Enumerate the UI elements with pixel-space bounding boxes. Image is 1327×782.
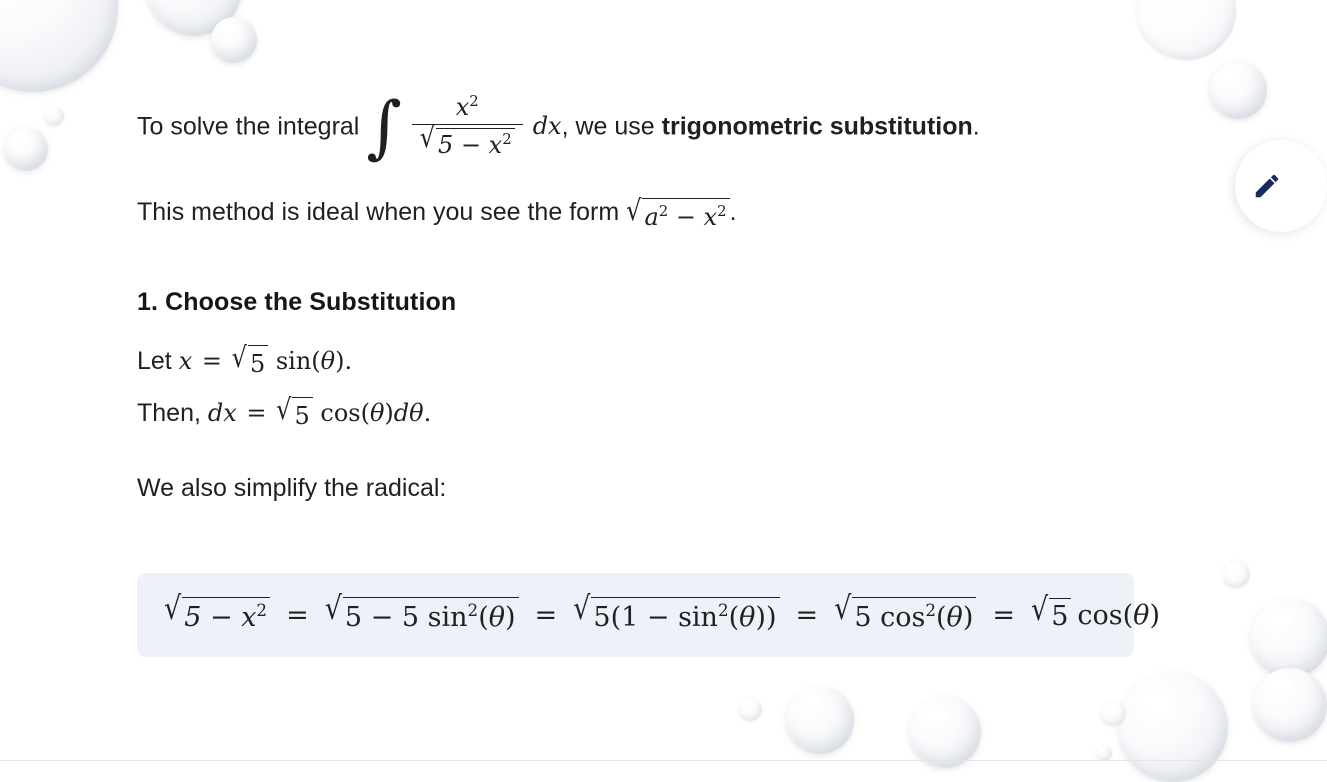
radical-sign: √ (164, 590, 182, 628)
equation-term-1 (164, 590, 270, 633)
radicand: $a^2 - x^2$ (642, 198, 729, 233)
equation-term-4 (834, 590, 976, 633)
pen-tool-button[interactable] (1235, 140, 1327, 232)
denominator-radical (419, 120, 515, 160)
radical-sign: √ (834, 590, 852, 628)
intro-middle: , we use (561, 112, 655, 141)
pen-icon (1252, 171, 1282, 201)
section-heading: 1. Choose the Substitution (137, 288, 457, 316)
method-suffix: . (729, 198, 737, 226)
sqrt5-radical (276, 392, 313, 432)
equals-sign: = (286, 599, 309, 631)
equals-sign: = (534, 599, 558, 631)
let-math: x = √ 5 sin(θ). (179, 347, 352, 375)
radicand: 5 (292, 397, 312, 432)
radical-sign: √ (276, 392, 292, 427)
radical-sign: √ (573, 590, 591, 628)
differential: dx (532, 111, 562, 140)
intro-period: . (972, 112, 980, 141)
integrand-fraction (412, 93, 523, 159)
equation-highlight-box (137, 573, 1160, 657)
radical-sign: √ (231, 340, 247, 375)
equals-sign: = (795, 599, 819, 631)
simplify-line: We also simplify the radical: (137, 474, 447, 502)
then-prefix: Then, (137, 399, 201, 427)
fraction-numerator: $x^2$ (455, 92, 479, 121)
intro-prefix: To solve the integral (137, 112, 360, 141)
intro-paragraph (137, 87, 980, 167)
display-equation (164, 590, 1160, 633)
equation-term-3 (573, 590, 779, 633)
then-math: dx = √ 5 cos(θ)dθ. (208, 399, 431, 427)
equals-sign: = (992, 599, 1015, 631)
radical-sign: √ (626, 193, 642, 228)
let-prefix: Let (137, 347, 172, 375)
radicand: 5 − 5 $\sin^2(\theta)$ (343, 597, 519, 633)
radical-sign: √ (419, 120, 436, 154)
fraction-denominator (412, 120, 523, 160)
integral-sign: ∫ (366, 87, 402, 167)
radicand: $5 - x^2$ (436, 128, 515, 160)
radical-sign: √ (1030, 591, 1049, 629)
method-prefix: This method is ideal when you see the form (137, 198, 620, 226)
integral-expression (366, 87, 562, 167)
sqrt5-radical (1030, 591, 1071, 632)
equation-term-5 (1030, 591, 1160, 632)
form-radical (626, 193, 729, 233)
substitution-let-line (137, 340, 353, 380)
substitution-then-line (137, 392, 432, 432)
radicand: $5(1 - \sin^2(\theta))$ (591, 597, 779, 633)
radicand: 5 (248, 345, 268, 380)
radicand: $5 - x^2$ (182, 597, 270, 633)
equation-term-2 (324, 590, 519, 633)
sqrt5-radical (231, 340, 269, 380)
radicand: 5 $\cos^2(\theta)$ (852, 597, 976, 633)
radicand: 5 (1049, 598, 1071, 632)
intro-emphasis: trigonometric substitution (661, 112, 973, 141)
cosine-factor: cos(θ) (1077, 599, 1160, 631)
method-line (137, 193, 737, 231)
radical-sign: √ (324, 590, 342, 628)
